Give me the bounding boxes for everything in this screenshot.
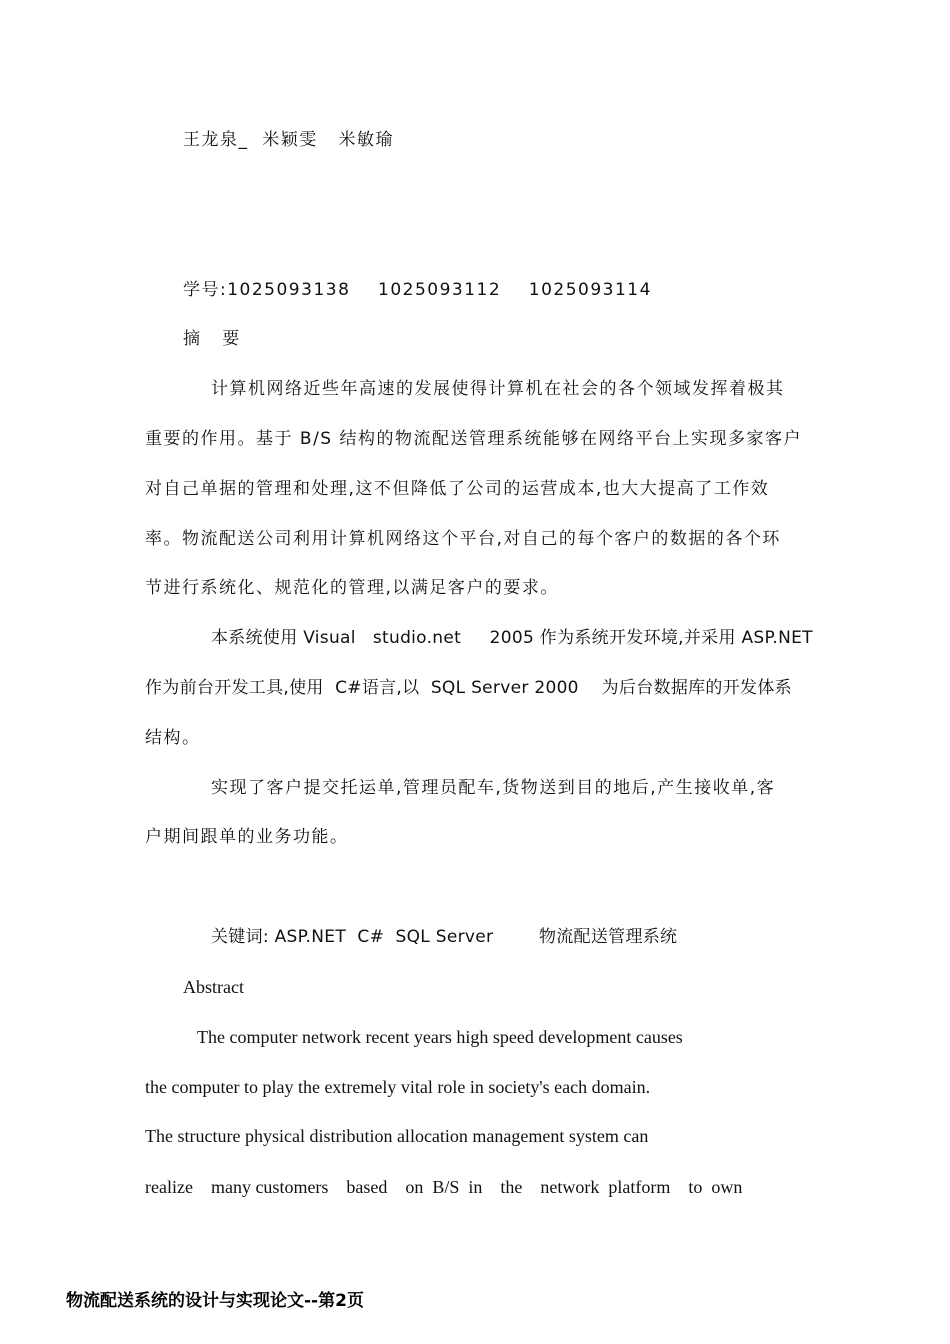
abstract-cn-line: 重要的作用。基于 B/S 结构的物流配送管理系统能够在网络平台上实现多家客户: [145, 429, 802, 449]
abstract-en-heading: Abstract: [183, 977, 244, 997]
abstract-en-line: The computer network recent years high speed development causes: [197, 1027, 683, 1047]
abstract-cn-line: 本系统使用 Visual studio.net 2005 作为系统开发环境,并采用 ASP.NET: [211, 628, 813, 648]
abstract-en-line: the computer to play the extremely vital role in society's each domain.: [145, 1077, 651, 1097]
abstract-en-line: realize many customers based on B/S in the network platform to own: [145, 1177, 743, 1197]
abstract-cn-heading: 摘 要: [183, 329, 241, 349]
abstract-cn-line: 实现了客户提交托运单,管理员配车,货物送到目的地后,产生接收单,客: [211, 778, 776, 798]
abstract-cn-line: 户期间跟单的业务功能。: [145, 827, 349, 847]
abstract-cn-line: 结构。: [145, 728, 201, 748]
abstract-cn-line: 作为前台开发工具,使用 C#语言,以 SQL Server 2000 为后台数据库的开发体系: [145, 678, 792, 698]
abstract-en-line: The structure physical distribution allocation management system can: [145, 1126, 649, 1146]
student-ids: 学号:1025093138 1025093112 1025093114: [183, 280, 652, 300]
authors: 王龙泉_ 米颖雯 米敏瑜: [183, 130, 395, 150]
abstract-cn-line: 节进行系统化、规范化的管理,以满足客户的要求。: [145, 578, 559, 598]
abstract-cn-line: 计算机网络近些年高速的发展使得计算机在社会的各个领域发挥着极其: [211, 379, 785, 399]
page-footer: 物流配送系统的设计与实现论文--第2页: [66, 1291, 364, 1311]
abstract-cn-line: 率。物流配送公司利用计算机网络这个平台,对自己的每个客户的数据的各个环: [145, 529, 781, 549]
keywords: 关键词: ASP.NET C# SQL Server 物流配送管理系统: [211, 927, 678, 947]
abstract-cn-line: 对自己单据的管理和处理,这不但降低了公司的运营成本,也大大提高了工作效: [145, 479, 770, 499]
